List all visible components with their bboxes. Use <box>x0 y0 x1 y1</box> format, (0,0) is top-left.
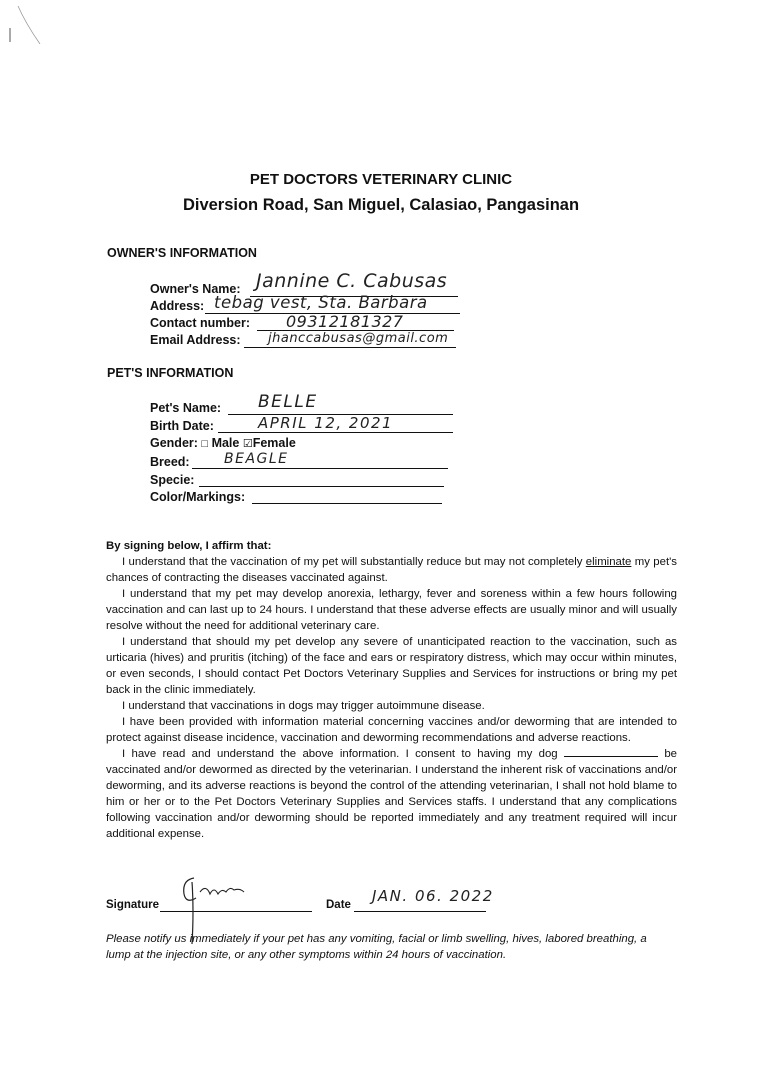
clinic-address: Diversion Road, San Miguel, Calasiao, Pangasinan <box>182 196 580 214</box>
owner-address-label: Address: <box>150 299 205 313</box>
pet-gender-label: Gender: <box>150 436 198 450</box>
owner-contact-value: 09312181327 <box>286 312 404 331</box>
owner-name-value: Jannine C. Cabusas <box>256 270 448 292</box>
owner-name-label: Owner's Name: <box>150 282 241 296</box>
pet-name-label: Pet's Name: <box>150 401 222 415</box>
pet-birth-line <box>218 432 453 433</box>
clinic-name: PET DOCTORS VETERINARY CLINIC <box>249 171 513 188</box>
pet-color-label: Color/Markings: <box>150 490 246 504</box>
date-value: JAN. 06. 2022 <box>372 887 494 905</box>
pet-specie-line <box>199 486 444 487</box>
affirmation-paragraph-2: I understand that my pet may develop anorexia, lethargy, fever and soreness within a few hours following vaccination and can last up to 24 hours. I understand that these adverse effects are usually minor and will usually resolve without the need for additional veterinary care. <box>106 588 677 632</box>
owner-contact-label: Contact number: <box>150 316 250 330</box>
pet-birth-value: APRIL 12, 2021 <box>258 414 394 432</box>
pet-birth-label: Birth Date: <box>150 419 214 433</box>
male-checkbox: □ <box>201 438 209 450</box>
pet-color-line <box>252 503 442 504</box>
footer-note: Please notify us immediately if your pet has any vomiting, facial or limb swelling, hives, labored breathing, a lump at the injection site, or any other symptoms within 24 hours of vaccination. <box>106 933 647 961</box>
female-checkbox: ☑ <box>242 438 253 450</box>
pet-breed-value: BEAGLE <box>224 451 289 467</box>
date-line <box>354 911 486 912</box>
owner-email-label: Email Address: <box>150 333 241 347</box>
affirmation-paragraph-4: I understand that vaccinations in dogs may trigger autoimmune disease. <box>122 700 485 712</box>
signature-label: Signature <box>106 899 160 911</box>
pet-specie-label: Specie: <box>150 473 195 487</box>
owner-section-heading: OWNER'S INFORMATION <box>107 246 257 260</box>
affirmation-text <box>106 538 677 842</box>
male-label: Male <box>211 436 240 450</box>
owner-address-value: tebag vest, Sta. Barbara <box>214 293 428 312</box>
pet-breed-label: Breed: <box>150 455 190 469</box>
pet-gender-row <box>150 436 296 450</box>
pet-section-heading: PET'S INFORMATION <box>107 366 234 380</box>
scan-corner-mark <box>6 4 46 44</box>
dog-name-blank <box>564 746 658 757</box>
female-label: Female <box>252 436 296 450</box>
pet-name-value: BELLE <box>258 392 318 412</box>
affirmation-paragraph-5: I have been provided with information material concerning vaccines and/or deworming that are intended to protect against disease incidence, vaccination and deworming recommendations and adverse reactions. <box>106 716 677 744</box>
affirmation-paragraph-3: I understand that should my pet develop any severe of unanticipated reaction to the vaccination, such as urticaria (hives) and pruritis (itching) of the face and ears or respiratory distress, which may occur within minutes, or even seconds, I should contact Pet Doctors Veterinary Supplies and Services for instructions or bring my pet back in the clinic immediately. <box>106 636 677 696</box>
owner-email-line <box>244 347 456 348</box>
date-label: Date <box>326 899 351 911</box>
pet-breed-line <box>192 468 448 469</box>
affirmation-paragraph-1: I understand that the vaccination of my pet will substantially reduce but may not completely eliminate my pet's chances of contracting the diseases vaccinated against. <box>106 556 677 584</box>
affirmation-paragraph-6: I have read and understand the above information. I consent to having my dog be vaccinated and/or dewormed as directed by the veterinarian. I understand the inherent risk of vaccinations and/or deworming, and its adverse reactions is beyond the control of the attending veterinarian, I shall not hold blame to him or her or to the Pet Doctors Veterinary Supplies and Services staffs. I understand that any complications following vaccination and/or deworming should be reported immediately and any treatment required will incur additional expense. <box>106 748 677 840</box>
owner-email-value: jhanccabusas@gmail.com <box>268 331 449 346</box>
affirmation-intro: By signing below, I affirm that: <box>106 540 272 552</box>
